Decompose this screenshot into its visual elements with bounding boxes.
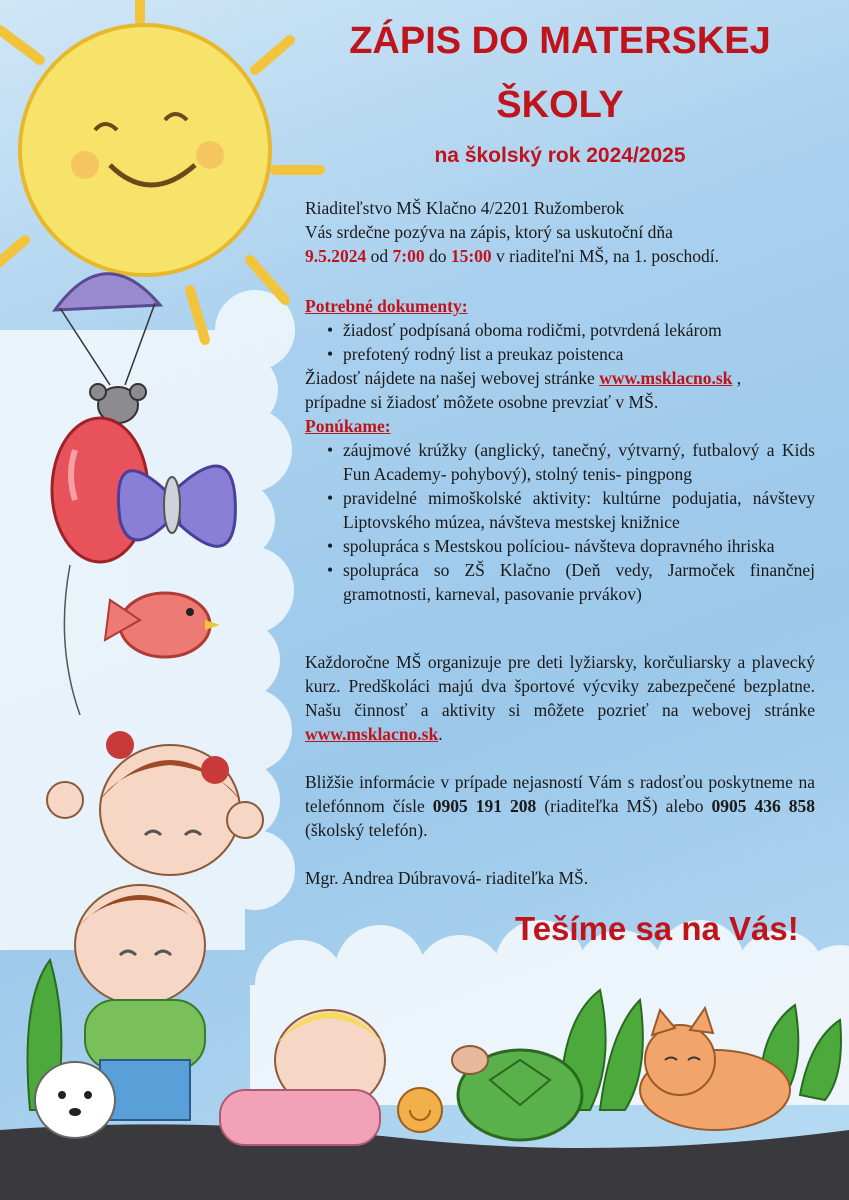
- title-line-2: ŠKOLY: [496, 84, 624, 126]
- courses-paragraph: Každoročne MŠ organizuje pre deti lyžiarsky, korčuliarsky a plavecký kurz. Predškoláci majú dva športové výcviky zabezpečené bezplatne. Našu činnosť a aktivity si môžete pozrieť na webovej stránke www.msklacno.sk.: [305, 652, 815, 744]
- list-item: • spolupráca s Mestskou políciou- návšteva dopravného ihriska: [305, 534, 815, 558]
- snail-icon: [398, 1088, 442, 1132]
- list-item: • pravidelné mimoškolské aktivity: kultúrne podujatia, návštevy Liptovského múzea, návšteva mestskej knižnice: [305, 486, 815, 534]
- intro-line-1: Riaditeľstvo MŠ Klačno 4/2201 Ružomberok: [305, 198, 625, 218]
- dog-icon: [35, 1062, 115, 1138]
- enrollment-date: 9.5.2024: [305, 246, 367, 266]
- ground: [0, 1124, 849, 1200]
- offers-list: [305, 438, 815, 606]
- intro-line-2: Vás srdečne pozýva na zápis, ktorý sa uskutoční dňa: [305, 222, 673, 242]
- sun-icon: [0, 0, 320, 340]
- contact-paragraph: Bližšie informácie v prípade nejasností Vám s radosťou poskytneme na telefónnom čísle 0905 191 208 (riaditeľka MŠ) alebo 0905 436 858 (školský telefón).: [305, 772, 816, 840]
- list-item: • záujmové krúžky (anglický, tanečný, výtvarný, futbalový a Kids Fun Academy- pohybový), stolný tenis- pingpong: [305, 438, 815, 486]
- website-link[interactable]: www.msklacno.sk: [599, 368, 733, 388]
- documents-note: Žiadosť nájdete na našej webovej stránke www.msklacno.sk ,: [305, 368, 742, 388]
- signature: Mgr. Andrea Dúbravová- riaditeľka MŠ.: [305, 868, 589, 888]
- list-item: • žiadosť podpísaná oboma rodičmi, potvrdená lekárom: [305, 318, 815, 342]
- time-from: 7:00: [392, 246, 425, 266]
- phone-school: 0905 436 858: [711, 796, 816, 816]
- time-to: 15:00: [450, 246, 492, 266]
- title-line-1: ZÁPIS DO MATERSKEJ: [349, 20, 771, 62]
- list-item: • prefotený rodný list a preukaz poistenca: [305, 342, 815, 366]
- intro-block: [305, 196, 815, 268]
- closing-slogan: Tešíme sa na Vás!: [515, 910, 799, 947]
- documents-heading: Potrebné dokumenty:: [305, 296, 468, 316]
- subtitle: na školský rok 2024/2025: [434, 144, 686, 167]
- blonde-child-icon: [220, 1010, 385, 1145]
- documents-section: [305, 294, 815, 606]
- documents-note-2: prípadne si žiadosť môžete osobne prevziať v MŠ.: [305, 392, 659, 412]
- enrollment-place: v riaditeľni MŠ, na 1. poschodí.: [496, 246, 719, 266]
- phone-director: 0905 191 208: [432, 796, 537, 816]
- website-link-2[interactable]: www.msklacno.sk: [305, 724, 439, 744]
- list-item: • spolupráca so ZŠ Klačno (Deň vedy, Jarmoček finančnej gramotnosti, karneval, pasovanie prvákov): [305, 558, 815, 606]
- offers-heading: Ponúkame:: [305, 416, 391, 436]
- intro-line-3: 9.5.2024 od 7:00 do 15:00 v riaditeľni MŠ, na 1. poschodí.: [305, 246, 719, 266]
- documents-list: [305, 318, 815, 366]
